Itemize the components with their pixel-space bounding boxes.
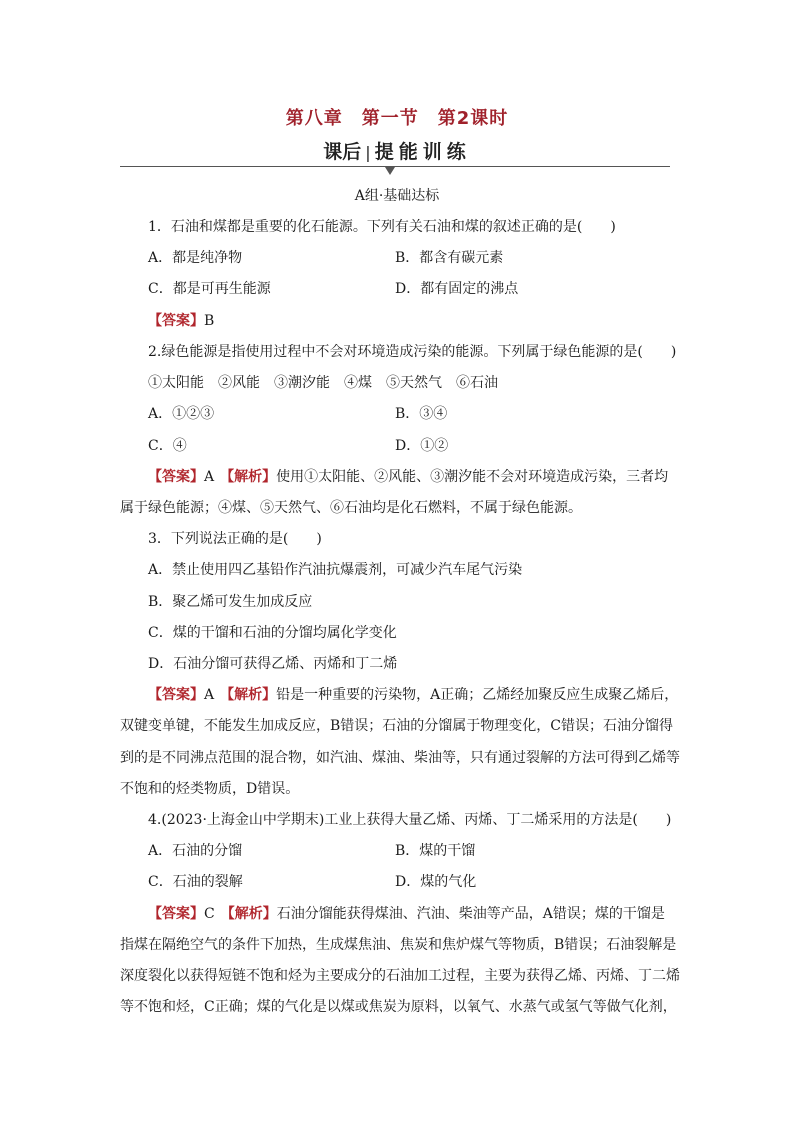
question-4-option-c: C．石油的裂解 — [148, 874, 243, 890]
header-rule — [120, 166, 670, 167]
answer-label: 【答案】 — [148, 687, 204, 703]
answer-value: C — [204, 906, 215, 922]
question-4-option-a: A．石油的分馏 — [148, 843, 243, 859]
question-4-analysis-line-3: 深度裂化以获得短链不饱和烃为主要成分的石油加工过程，主要为获得乙烯、丙烯、丁二烯 — [120, 968, 680, 984]
section-subtitle: 提能训练 — [374, 141, 471, 163]
analysis-text: 石油分馏能获得煤油、汽油、柴油等产品，A错误；煤的干馏是 — [276, 906, 665, 922]
question-2-analysis-line-1 — [148, 469, 668, 485]
group-title: A组·基础达标 — [354, 188, 440, 204]
section-separator: | — [365, 143, 371, 162]
analysis-label: 【解析】 — [220, 906, 277, 922]
answer-label: 【答案】 — [148, 906, 204, 922]
question-4-analysis-line-1 — [148, 906, 665, 922]
chapter-title: 第八章 第一节 第2课时 — [285, 108, 509, 129]
question-2-option-a: A．①②③ — [148, 406, 215, 422]
question-2-analysis-line-2: 属于绿色能源；④煤、⑤天然气、⑥石油均是化石燃料，不属于绿色能源。 — [120, 500, 582, 516]
question-2-sub-stem: ①太阳能 ②风能 ③潮汐能 ④煤 ⑤天然气 ⑥石油 — [148, 375, 498, 391]
question-4-option-d: D．煤的气化 — [395, 874, 477, 890]
question-3-stem: 3．下列说法正确的是( ) — [148, 531, 322, 547]
question-1-option-b: B．都含有碳元素 — [395, 250, 504, 266]
analysis-label: 【解析】 — [220, 687, 277, 703]
question-2-option-b: B．③④ — [395, 406, 448, 422]
question-3-analysis-line-3: 到的是不同沸点范围的混合物，如汽油、煤油、柴油等，只有通过裂解的方法可得到乙烯等 — [120, 750, 680, 766]
question-3-analysis-line-2: 双键变单键，不能发生加成反应，B错误；石油的分馏属于物理变化，C错误；石油分馏得 — [120, 718, 673, 734]
question-2-option-c: C．④ — [148, 438, 187, 454]
question-2-stem: 2.绿色能源是指使用过程中不会对环境造成污染的能源。下列属于绿色能源的是( ) — [148, 344, 677, 360]
question-3-option-c: C．煤的干馏和石油的分馏均属化学变化 — [148, 625, 397, 641]
question-1-stem: 1．石油和煤都是重要的化石能源。下列有关石油和煤的叙述正确的是( ) — [148, 219, 616, 235]
answer-value: A — [204, 687, 215, 703]
question-4-analysis-line-4: 等不饱和烃，C正确；煤的气化是以煤或焦炭为原料，以氧气、水蒸气或氢气等做气化剂， — [120, 999, 677, 1015]
question-3-option-d: D．石油分馏可获得乙烯、丙烯和丁二烯 — [148, 656, 398, 672]
analysis-text: 使用①太阳能、②风能、③潮汐能不会对环境造成污染，三者均 — [276, 469, 669, 485]
question-4-analysis-line-2: 指煤在隔绝空气的条件下加热，生成煤焦油、焦炭和焦炉煤气等物质，B错误；石油裂解是 — [120, 937, 677, 953]
answer-label: 【答案】 — [148, 469, 204, 485]
question-2-option-d: D．①② — [395, 438, 449, 454]
question-1-option-a: A．都是纯净物 — [148, 250, 243, 266]
question-3-option-a: A．禁止使用四乙基铅作汽油抗爆震剂，可减少汽车尾气污染 — [148, 562, 523, 578]
question-3-analysis-line-4: 不饱和的烃类物质，D错误。 — [120, 781, 300, 797]
question-1-answer — [148, 313, 214, 329]
question-3-option-b: B．聚乙烯可发生加成反应 — [148, 594, 313, 610]
header-rule-triangle-icon — [385, 167, 395, 175]
section-heading — [0, 137, 794, 164]
analysis-label: 【解析】 — [220, 469, 277, 485]
question-4-stem: 4.(2023·上海金山中学期末)工业上获得大量乙烯、丙烯、丁二烯采用的方法是( ) — [148, 812, 672, 828]
answer-label: 【答案】 — [148, 313, 204, 329]
analysis-text: 铅是一种重要的污染物，A正确；乙烯经加聚反应生成聚乙烯后， — [276, 687, 679, 703]
answer-value: B — [204, 313, 215, 329]
question-1-option-d: D．都有固定的沸点 — [395, 281, 519, 297]
question-3-analysis-line-1 — [148, 687, 678, 703]
question-1-option-c: C．都是可再生能源 — [148, 281, 271, 297]
question-4-option-b: B．煤的干馏 — [395, 843, 476, 859]
section-label: 课后 — [323, 141, 362, 163]
answer-value: A — [204, 469, 215, 485]
